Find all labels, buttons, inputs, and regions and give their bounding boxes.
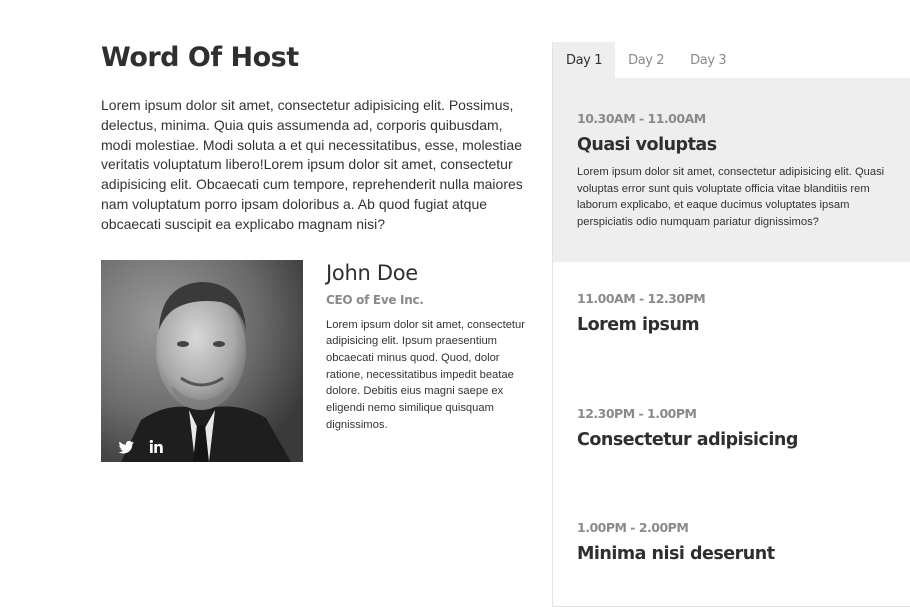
session-list bbox=[553, 78, 910, 591]
schedule-panel bbox=[552, 42, 910, 607]
host-role: CEO of Eve Inc. bbox=[326, 292, 424, 307]
session-title: Lorem ipsum bbox=[577, 315, 700, 335]
host-intro-text: Lorem ipsum dolor sit amet, consectetur adipisicing elit. Possimus, delectus, minima. Quia quis assumenda ad, corporis quibusdam, modi molestiae. Modi soluta a et qui necessitatibus, esse, molestiae veritatis voluptatum libero!Lorem ipsum dolor sit amet, consectetur adipisicing elit. Obcaecati cum tempore, reprehenderit nulla maiores nam voluptatum porro ipsam doloribus a. Ab quod fugiat atque obcaecati suscipit ea explicabo magnam nisi? bbox=[101, 97, 523, 232]
section-title: Word Of Host bbox=[101, 42, 299, 73]
host-photo bbox=[101, 260, 303, 462]
host-name: John Doe bbox=[326, 260, 418, 285]
day-tabs bbox=[553, 42, 739, 78]
host-card bbox=[101, 260, 526, 462]
host-bio: Lorem ipsum dolor sit amet, consectetur adipisicing elit. Ipsum praesentium obcaecati minus quod. Quod, dolor ratione, necessitatibus impedit beatae dolore. Debitis eius magni saepe ex eligendi nemo similique quisquam dignissimos. bbox=[326, 318, 525, 431]
session-item[interactable] bbox=[553, 262, 910, 377]
session-description: Lorem ipsum dolor sit amet, consectetur adipisicing elit. Quasi voluptas error sunt quis voluptate officia vitae blanditiis rem laborum explicabo, et eaque ducimus voluptates ipsam perspiciatis odio numquam pariatur dignissimos? bbox=[577, 166, 885, 229]
host-info bbox=[326, 260, 526, 434]
session-item[interactable] bbox=[553, 78, 910, 262]
session-title: Consectetur adipisicing bbox=[577, 430, 798, 450]
tab-day-3[interactable]: Day 3 bbox=[690, 53, 727, 68]
session-time: 11.00AM - 12.30PM bbox=[577, 291, 706, 306]
tab-day-1[interactable]: Day 1 bbox=[553, 42, 615, 78]
session-item[interactable] bbox=[553, 491, 910, 591]
social-links bbox=[101, 432, 303, 462]
session-time: 12.30PM - 1.00PM bbox=[577, 406, 697, 421]
session-title: Minima nisi deserunt bbox=[577, 544, 775, 564]
twitter-icon[interactable] bbox=[117, 438, 135, 456]
session-title: Quasi voluptas bbox=[577, 135, 717, 155]
session-time: 1.00PM - 2.00PM bbox=[577, 520, 689, 535]
session-time: 10.30AM - 11.00AM bbox=[577, 111, 706, 126]
host-section bbox=[101, 40, 526, 462]
tab-day-2[interactable]: Day 2 bbox=[628, 53, 665, 68]
session-item[interactable] bbox=[553, 377, 910, 491]
linkedin-icon[interactable] bbox=[147, 438, 165, 456]
